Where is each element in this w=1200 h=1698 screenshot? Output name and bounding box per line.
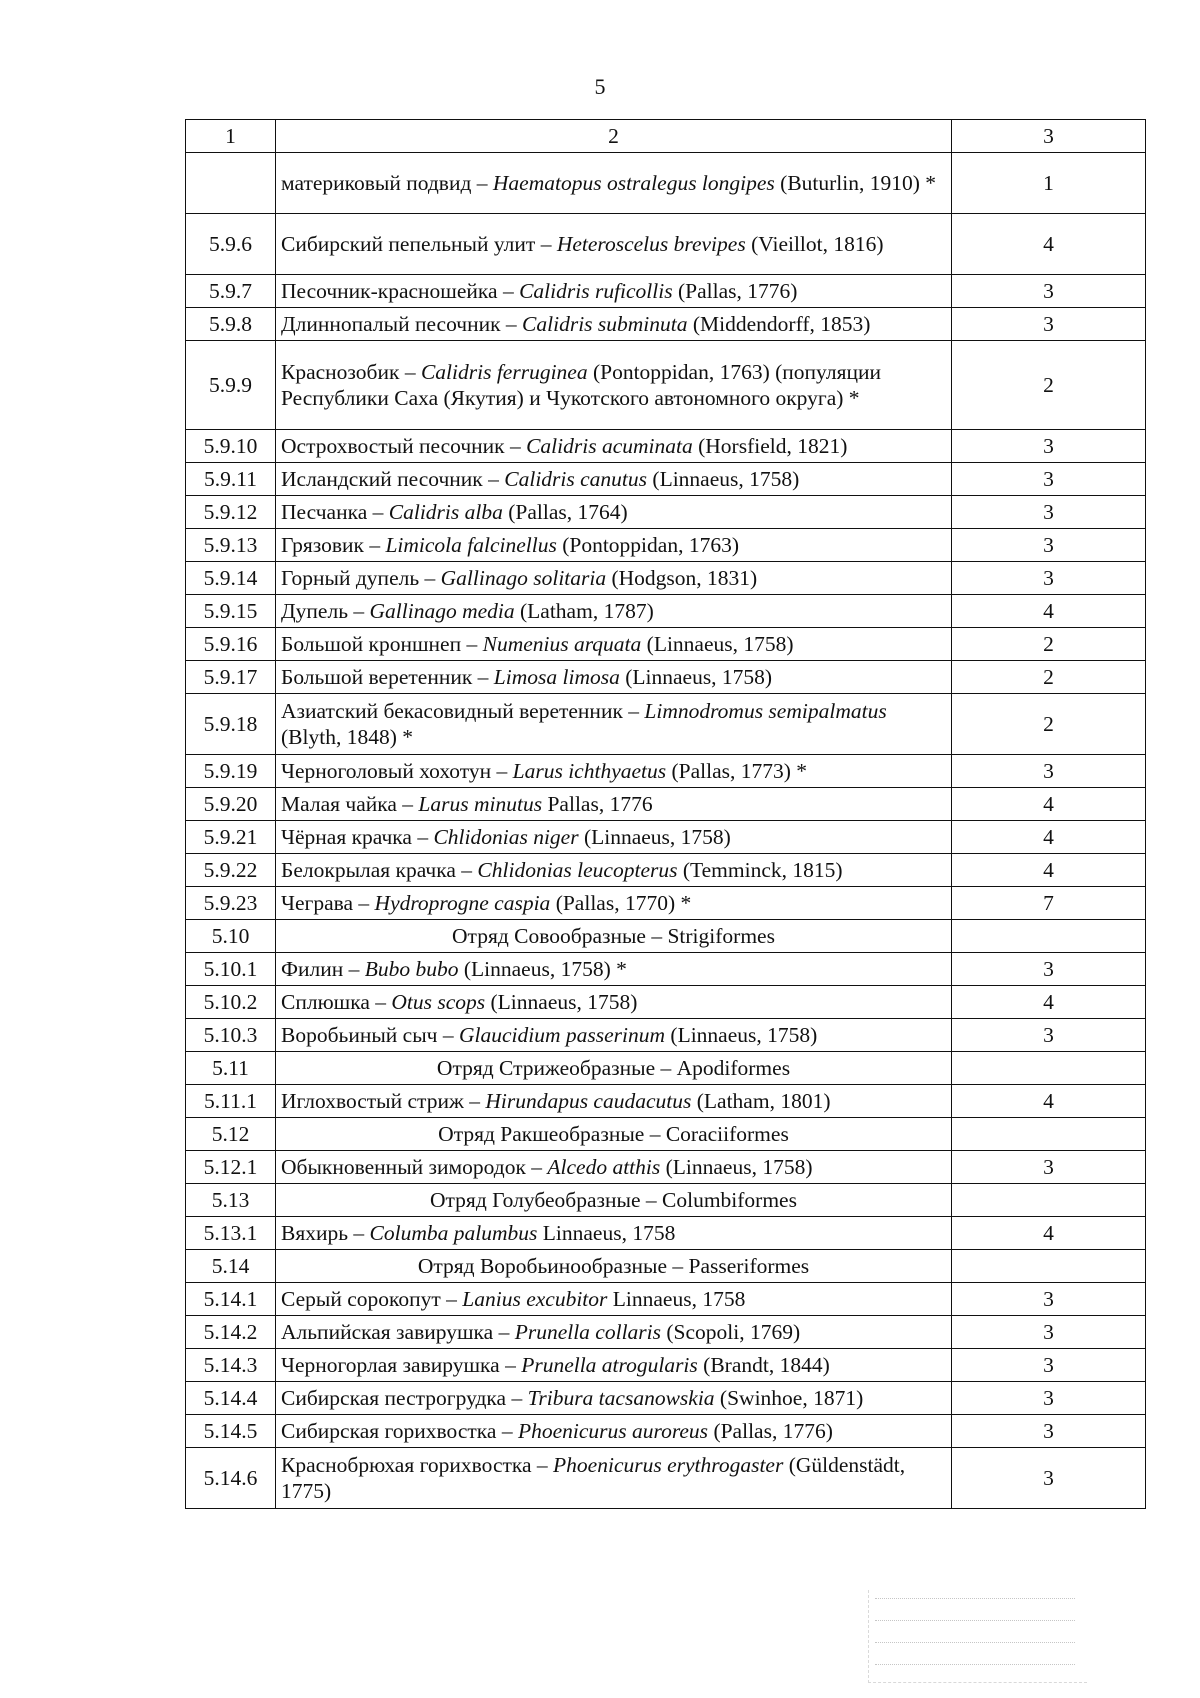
latin-name: Larus minutus (418, 791, 543, 816)
row-number: 5.10.3 (186, 1019, 276, 1052)
author-citation: (Pallas, 1773) * (666, 758, 808, 783)
category-cell (952, 920, 1146, 953)
species-row (186, 1217, 1146, 1250)
common-name: Сибирский пепельный улит (281, 231, 536, 256)
common-name: Черногорлая завирушка (281, 1352, 500, 1377)
category-cell: 4 (952, 214, 1146, 275)
species-row (186, 463, 1146, 496)
category-cell: 3 (952, 529, 1146, 562)
species-row (186, 694, 1146, 755)
species-name-cell: Азиатский бекасовидный веретенник – Limnodromus semipalmatus (Blyth, 1848) * (276, 694, 952, 755)
common-name: Малая чайка (281, 791, 397, 816)
row-number: 5.9.7 (186, 275, 276, 308)
row-number: 5.9.14 (186, 562, 276, 595)
order-row (186, 920, 1146, 953)
species-row (186, 1448, 1146, 1509)
row-number: 5.14.1 (186, 1283, 276, 1316)
column-header-number: 1 (186, 120, 276, 153)
latin-name: Limnodromus semipalmatus (644, 698, 887, 723)
common-name: Длиннопалый песочник (281, 311, 501, 336)
common-name: Чеграва (281, 890, 354, 915)
row-number: 5.9.15 (186, 595, 276, 628)
common-name: Серый сорокопут (281, 1286, 441, 1311)
species-row (186, 496, 1146, 529)
species-row (186, 755, 1146, 788)
author-citation: (Linnaeus, 1758) (660, 1154, 813, 1179)
category-cell (952, 1052, 1146, 1085)
row-number: 5.9.11 (186, 463, 276, 496)
table-header-row (186, 120, 1146, 153)
category-cell: 4 (952, 1085, 1146, 1118)
category-cell: 3 (952, 430, 1146, 463)
order-row (186, 1184, 1146, 1217)
latin-name: Gallinago solitaria (440, 565, 607, 590)
category-cell: 3 (952, 755, 1146, 788)
common-name: Песочник-красношейка (281, 278, 498, 303)
common-name: Азиатский бекасовидный веретенник (281, 698, 623, 723)
latin-name: Chlidonias leucopterus (477, 857, 678, 882)
category-cell: 3 (952, 1283, 1146, 1316)
author-citation: Pallas, 1776 (542, 791, 653, 816)
species-name-cell: Черноголовый хохотун – Larus ichthyaetus (Pallas, 1773) * (276, 755, 952, 788)
latin-name: Gallinago media (369, 598, 515, 623)
common-name: Обыкновенный зимородок (281, 1154, 526, 1179)
author-citation: (Latham, 1801) (691, 1088, 831, 1113)
common-name: материковый подвид (281, 170, 472, 195)
category-cell (952, 1250, 1146, 1283)
latin-name: Calidris subminuta (522, 311, 688, 336)
latin-name: Glaucidium passerinum (458, 1022, 666, 1047)
row-number: 5.9.13 (186, 529, 276, 562)
latin-name: Calidris ferruginea (420, 359, 588, 384)
species-name-cell: Краснозобик – Calidris ferruginea (Pontoppidan, 1763) (популяции Республики Саха (Якутия) и Чукотского автономного округа) * (276, 341, 952, 430)
author-citation: (Swinhoe, 1871) (714, 1385, 864, 1410)
species-name-cell: материковый подвид – Haematopus ostralegus longipes (Buturlin, 1910) * (276, 153, 952, 214)
species-name-cell: Горный дупель – Gallinago solitaria (Hodgson, 1831) (276, 562, 952, 595)
category-cell: 4 (952, 788, 1146, 821)
species-name-cell: Филин – Bubo bubo (Linnaeus, 1758) * (276, 953, 952, 986)
row-number: 5.9.22 (186, 854, 276, 887)
author-citation: (Linnaeus, 1758) (485, 989, 638, 1014)
column-header-category: 3 (952, 120, 1146, 153)
species-row (186, 887, 1146, 920)
latin-name: Heteroscelus brevipes (556, 231, 746, 256)
category-cell: 2 (952, 628, 1146, 661)
species-row (186, 661, 1146, 694)
species-row (186, 1283, 1146, 1316)
category-cell: 2 (952, 341, 1146, 430)
category-cell: 3 (952, 1415, 1146, 1448)
latin-name: Lanius excubitor (462, 1286, 608, 1311)
row-number: 5.9.20 (186, 788, 276, 821)
author-citation: (Güldenstädt, 1775) (281, 1452, 906, 1503)
row-number: 5.14.6 (186, 1448, 276, 1509)
species-name-cell: Альпийская завирушка – Prunella collaris (Scopoli, 1769) (276, 1316, 952, 1349)
author-citation: (Pallas, 1776) (672, 278, 798, 303)
row-number: 5.10.2 (186, 986, 276, 1019)
faint-stamp-mark (868, 1590, 1087, 1683)
species-row (186, 788, 1146, 821)
latin-name: Phoenicurus erythrogaster (553, 1452, 784, 1477)
category-cell (952, 1118, 1146, 1151)
species-name-cell: Песочник-красношейка – Calidris ruficollis (Pallas, 1776) (276, 275, 952, 308)
species-name-cell: Сибирская пестрогрудка – Tribura tacsanowskia (Swinhoe, 1871) (276, 1382, 952, 1415)
author-citation: Linnaeus, 1758 (607, 1286, 746, 1311)
author-citation: (Temminck, 1815) (677, 857, 843, 882)
latin-name: Alcedo atthis (547, 1154, 661, 1179)
row-number: 5.14.3 (186, 1349, 276, 1382)
category-cell: 1 (952, 153, 1146, 214)
species-name-cell: Иглохвостый стриж – Hirundapus caudacutus (Latham, 1801) (276, 1085, 952, 1118)
row-number: 5.9.9 (186, 341, 276, 430)
row-number: 5.10 (186, 920, 276, 953)
latin-name: Limosa limosa (493, 664, 620, 689)
author-citation: (Pontoppidan, 1763) (556, 532, 739, 557)
species-name-cell: Черногорлая завирушка – Prunella atrogularis (Brandt, 1844) (276, 1349, 952, 1382)
order-title: Отряд Воробьинообразные – Passeriformes (276, 1250, 952, 1283)
row-number: 5.9.18 (186, 694, 276, 755)
species-row (186, 275, 1146, 308)
author-citation: (Linnaeus, 1758) (619, 664, 773, 689)
row-number: 5.10.1 (186, 953, 276, 986)
species-row (186, 1382, 1146, 1415)
author-citation: (Scopoli, 1769) (661, 1319, 801, 1344)
row-number: 5.14.4 (186, 1382, 276, 1415)
species-row (186, 430, 1146, 463)
common-name: Грязовик (281, 532, 364, 557)
author-citation: (Linnaeus, 1758) (647, 466, 800, 491)
latin-name: Chlidonias niger (433, 824, 579, 849)
latin-name: Larus ichthyaetus (512, 758, 667, 783)
common-name: Иглохвостый стриж (281, 1088, 464, 1113)
common-name: Дупель (281, 598, 348, 623)
common-name: Вяхирь (281, 1220, 349, 1245)
species-row (186, 1085, 1146, 1118)
author-citation: Linnaeus, 1758 (537, 1220, 676, 1245)
author-citation: (Pontoppidan, 1763) (популяции Республики Саха (Якутия) и Чукотского автономного округа) * (281, 359, 881, 410)
latin-name: Phoenicurus auroreus (517, 1418, 709, 1443)
species-name-cell: Вяхирь – Columba palumbus Linnaeus, 1758 (276, 1217, 952, 1250)
order-title: Отряд Ракшеобразные – Coraciiformes (276, 1118, 952, 1151)
order-title: Отряд Голубеобразные – Columbiformes (276, 1184, 952, 1217)
common-name: Большой веретенник (281, 664, 473, 689)
page-number: 5 (594, 74, 606, 99)
latin-name: Columba palumbus (369, 1220, 538, 1245)
order-row (186, 1250, 1146, 1283)
species-name-cell: Грязовик – Limicola falcinellus (Pontoppidan, 1763) (276, 529, 952, 562)
latin-name: Numenius arquata (482, 631, 642, 656)
row-number: 5.9.12 (186, 496, 276, 529)
author-citation: (Latham, 1787) (514, 598, 654, 623)
category-cell: 3 (952, 953, 1146, 986)
species-row (186, 529, 1146, 562)
author-citation: (Blyth, 1848) * (281, 725, 413, 749)
species-row (186, 153, 1146, 214)
category-cell: 3 (952, 1349, 1146, 1382)
category-cell: 3 (952, 562, 1146, 595)
species-row (186, 308, 1146, 341)
common-name: Воробьиный сыч (281, 1022, 438, 1047)
species-name-cell: Чёрная крачка – Chlidonias niger (Linnaeus, 1758) (276, 821, 952, 854)
row-number: 5.9.16 (186, 628, 276, 661)
category-cell: 4 (952, 986, 1146, 1019)
author-citation: (Pallas, 1764) (502, 499, 628, 524)
common-name: Черноголовый хохотун (281, 758, 492, 783)
row-number: 5.9.21 (186, 821, 276, 854)
species-row (186, 341, 1146, 430)
author-citation: (Brandt, 1844) (697, 1352, 830, 1377)
order-row (186, 1052, 1146, 1085)
species-name-cell: Белокрылая крачка – Chlidonias leucopterus (Temminck, 1815) (276, 854, 952, 887)
common-name: Горный дупель (281, 565, 420, 590)
species-row (186, 986, 1146, 1019)
species-row (186, 821, 1146, 854)
common-name: Сплюшка (281, 989, 370, 1014)
common-name: Исландский песочник (281, 466, 483, 491)
category-cell: 3 (952, 275, 1146, 308)
latin-name: Tribura tacsanowskia (527, 1385, 715, 1410)
row-number: 5.9.6 (186, 214, 276, 275)
common-name: Острохвостый песочник (281, 433, 505, 458)
author-citation: (Vieillot, 1816) (745, 231, 884, 256)
common-name: Сибирская горихвостка (281, 1418, 497, 1443)
category-cell: 2 (952, 694, 1146, 755)
latin-name: Otus scops (391, 989, 486, 1014)
author-citation: (Pallas, 1770) * (550, 890, 692, 915)
species-row (186, 1316, 1146, 1349)
species-name-cell: Чеграва – Hydroprogne caspia (Pallas, 1770) * (276, 887, 952, 920)
row-number: 5.11.1 (186, 1085, 276, 1118)
species-name-cell: Серый сорокопут – Lanius excubitor Linnaeus, 1758 (276, 1283, 952, 1316)
species-name-cell: Сибирский пепельный улит – Heteroscelus brevipes (Vieillot, 1816) (276, 214, 952, 275)
latin-name: Calidris ruficollis (519, 278, 673, 303)
author-citation: (Linnaeus, 1758) * (458, 956, 627, 981)
row-number: 5.14.2 (186, 1316, 276, 1349)
row-number: 5.9.8 (186, 308, 276, 341)
species-table (185, 119, 1146, 1509)
latin-name: Bubo bubo (364, 956, 459, 981)
row-number: 5.11 (186, 1052, 276, 1085)
row-number: 5.9.17 (186, 661, 276, 694)
order-title: Отряд Стрижеобразные – Apodiformes (276, 1052, 952, 1085)
species-row (186, 1415, 1146, 1448)
species-name-cell: Малая чайка – Larus minutus Pallas, 1776 (276, 788, 952, 821)
species-name-cell: Дупель – Gallinago media (Latham, 1787) (276, 595, 952, 628)
author-citation: (Linnaeus, 1758) (641, 631, 794, 656)
category-cell: 3 (952, 1316, 1146, 1349)
row-number: 5.14 (186, 1250, 276, 1283)
species-name-cell: Большой веретенник – Limosa limosa (Linnaeus, 1758) (276, 661, 952, 694)
species-row (186, 628, 1146, 661)
species-row (186, 1019, 1146, 1052)
order-row (186, 1118, 1146, 1151)
category-cell: 3 (952, 1448, 1146, 1509)
latin-name: Prunella atrogularis (521, 1352, 698, 1377)
species-name-cell: Длиннопалый песочник – Calidris subminuta (Middendorff, 1853) (276, 308, 952, 341)
species-row (186, 595, 1146, 628)
common-name: Альпийская завирушка (281, 1319, 494, 1344)
species-row (186, 854, 1146, 887)
category-cell: 3 (952, 496, 1146, 529)
species-name-cell: Воробьиный сыч – Glaucidium passerinum (Linnaeus, 1758) (276, 1019, 952, 1052)
common-name: Сибирская пестрогрудка (281, 1385, 507, 1410)
species-name-cell: Большой кроншнеп – Numenius arquata (Linnaeus, 1758) (276, 628, 952, 661)
common-name: Краснобрюхая горихвостка (281, 1452, 532, 1477)
species-row (186, 1151, 1146, 1184)
common-name: Чёрная крачка (281, 824, 412, 849)
latin-name: Hydroprogne caspia (374, 890, 551, 915)
author-citation: (Hodgson, 1831) (606, 565, 758, 590)
latin-name: Limicola falcinellus (385, 532, 557, 557)
latin-name: Hirundapus caudacutus (485, 1088, 692, 1113)
common-name: Большой кроншнеп (281, 631, 462, 656)
species-name-cell: Острохвостый песочник – Calidris acuminata (Horsfield, 1821) (276, 430, 952, 463)
species-name-cell: Исландский песочник – Calidris canutus (Linnaeus, 1758) (276, 463, 952, 496)
row-number: 5.13 (186, 1184, 276, 1217)
species-name-cell: Краснобрюхая горихвостка – Phoenicurus erythrogaster (Güldenstädt, 1775) (276, 1448, 952, 1509)
author-citation: (Middendorff, 1853) (687, 311, 871, 336)
category-cell: 2 (952, 661, 1146, 694)
category-cell: 4 (952, 595, 1146, 628)
author-citation: (Buturlin, 1910) * (774, 170, 937, 195)
row-number: 5.14.5 (186, 1415, 276, 1448)
category-cell: 4 (952, 821, 1146, 854)
species-row (186, 1349, 1146, 1382)
category-cell: 3 (952, 463, 1146, 496)
category-cell: 4 (952, 854, 1146, 887)
category-cell: 7 (952, 887, 1146, 920)
row-number (186, 153, 276, 214)
row-number: 5.9.23 (186, 887, 276, 920)
common-name: Песчанка (281, 499, 368, 524)
author-citation: (Horsfield, 1821) (692, 433, 848, 458)
row-number: 5.9.10 (186, 430, 276, 463)
species-name-cell: Песчанка – Calidris alba (Pallas, 1764) (276, 496, 952, 529)
species-row (186, 562, 1146, 595)
common-name: Краснозобик (281, 359, 400, 384)
category-cell (952, 1184, 1146, 1217)
category-cell: 4 (952, 1217, 1146, 1250)
author-citation: (Linnaeus, 1758) (665, 1022, 818, 1047)
author-citation: (Pallas, 1776) (708, 1418, 833, 1443)
row-number: 5.12 (186, 1118, 276, 1151)
category-cell: 3 (952, 1019, 1146, 1052)
column-header-name: 2 (276, 120, 952, 153)
species-name-cell: Сибирская горихвостка – Phoenicurus auroreus (Pallas, 1776) (276, 1415, 952, 1448)
species-name-cell: Сплюшка – Otus scops (Linnaeus, 1758) (276, 986, 952, 1019)
latin-name: Calidris alba (388, 499, 503, 524)
common-name: Филин (281, 956, 344, 981)
species-name-cell: Обыкновенный зимородок – Alcedo atthis (Linnaeus, 1758) (276, 1151, 952, 1184)
row-number: 5.9.19 (186, 755, 276, 788)
species-row (186, 214, 1146, 275)
species-row (186, 953, 1146, 986)
latin-name: Calidris acuminata (526, 433, 693, 458)
row-number: 5.13.1 (186, 1217, 276, 1250)
category-cell: 3 (952, 1151, 1146, 1184)
order-title: Отряд Совообразные – Strigiformes (276, 920, 952, 953)
latin-name: Haematopus ostralegus longipes (492, 170, 775, 195)
row-number: 5.12.1 (186, 1151, 276, 1184)
latin-name: Prunella collaris (514, 1319, 661, 1344)
author-citation: (Linnaeus, 1758) (578, 824, 731, 849)
category-cell: 3 (952, 1382, 1146, 1415)
category-cell: 3 (952, 308, 1146, 341)
latin-name: Calidris canutus (504, 466, 648, 491)
common-name: Белокрылая крачка (281, 857, 456, 882)
